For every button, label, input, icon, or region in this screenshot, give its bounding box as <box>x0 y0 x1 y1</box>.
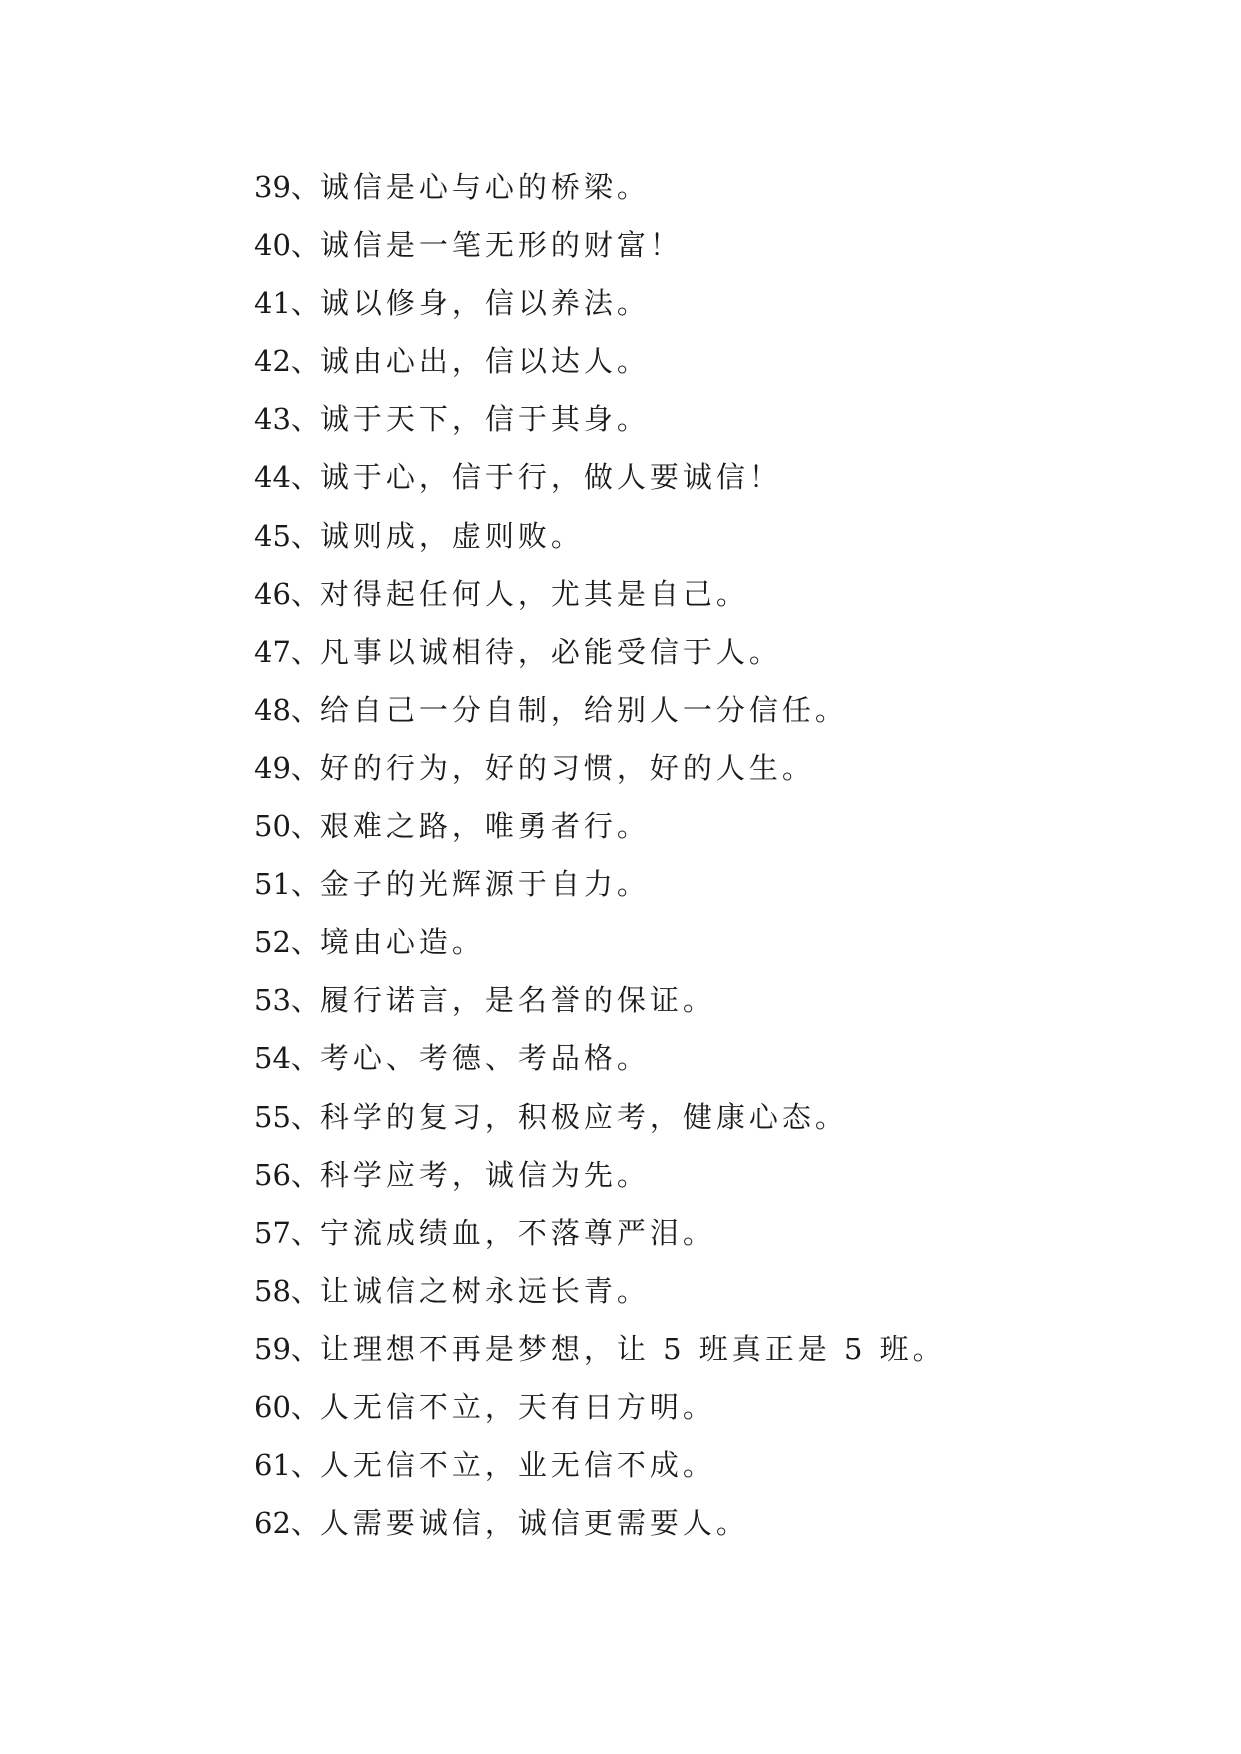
item-text: 诚信是心与心的桥梁。 <box>319 170 650 204</box>
item-number: 40、 <box>254 228 320 263</box>
list-item <box>254 1378 946 1436</box>
list-item <box>254 739 946 797</box>
list-item <box>254 623 946 681</box>
list-item <box>254 855 946 913</box>
item-text: 诚于天下，信于其身。 <box>319 402 650 437</box>
item-text: 科学应考，诚信为先。 <box>319 1157 650 1192</box>
list-item <box>254 1146 946 1204</box>
item-number: 43、 <box>254 402 320 437</box>
list-item <box>254 1204 946 1262</box>
list-item <box>254 565 946 623</box>
item-text: 境由心造。 <box>319 925 485 960</box>
item-number: 57、 <box>254 1215 320 1250</box>
list-item <box>254 216 946 274</box>
item-number: 58、 <box>254 1273 320 1308</box>
item-number: 45、 <box>254 518 320 553</box>
item-text: 履行诺言，是名誉的保证。 <box>319 983 716 1018</box>
list-item <box>254 971 946 1029</box>
list-item <box>254 913 946 971</box>
item-number: 56、 <box>254 1157 320 1192</box>
item-text: 人无信不立，业无信不成。 <box>319 1448 716 1483</box>
item-text: 科学的复习，积极应考，健康心态。 <box>319 1099 848 1134</box>
item-text: 人需要诚信，诚信更需要人。 <box>319 1506 749 1541</box>
item-text: 对得起任何人，尤其是自己。 <box>319 576 749 611</box>
item-text: 宁流成绩血，不落尊严泪。 <box>319 1215 716 1250</box>
item-text: 好的行为，好的习惯，好的人生。 <box>319 750 815 785</box>
list-item <box>254 1494 946 1552</box>
list-item <box>254 681 946 739</box>
item-number: 59、 <box>254 1331 320 1366</box>
item-number: 60、 <box>254 1389 320 1424</box>
item-number: 52、 <box>254 925 320 960</box>
list-item <box>254 390 946 448</box>
item-number: 50、 <box>254 809 320 844</box>
list-item <box>254 1029 946 1087</box>
item-number: 61、 <box>254 1448 320 1483</box>
item-text: 人无信不立，天有日方明。 <box>319 1389 716 1424</box>
list-item <box>254 274 946 332</box>
slogan-list <box>254 158 946 1552</box>
item-text: 让诚信之树永远长青。 <box>319 1273 650 1308</box>
item-text: 诚信是一笔无形的财富！ <box>319 228 683 263</box>
item-number: 54、 <box>254 1041 320 1076</box>
list-item <box>254 1320 946 1378</box>
item-number: 51、 <box>254 867 320 902</box>
item-text: 给自己一分自制，给别人一分信任。 <box>319 692 848 727</box>
item-text: 诚则成，虚则败。 <box>319 518 584 553</box>
item-text: 诚以修身，信以养法。 <box>319 286 650 321</box>
list-item <box>254 448 946 506</box>
item-number: 53、 <box>254 983 320 1018</box>
item-number: 44、 <box>254 460 320 495</box>
item-text: 考心、考德、考品格。 <box>319 1041 650 1076</box>
item-number: 55、 <box>254 1099 320 1134</box>
list-item <box>254 1088 946 1146</box>
list-item <box>254 1436 946 1494</box>
item-text: 凡事以诚相待，必能受信于人。 <box>319 634 782 669</box>
item-number: 41、 <box>254 286 320 321</box>
item-number: 62、 <box>254 1506 320 1541</box>
item-text: 诚于心，信于行，做人要诚信！ <box>319 460 782 495</box>
list-item <box>254 1262 946 1320</box>
item-text: 让理想不再是梦想，让 5 班真正是 5 班。 <box>319 1331 946 1366</box>
item-number: 42、 <box>254 344 320 379</box>
item-number: 47、 <box>254 634 320 669</box>
list-item <box>254 158 946 216</box>
item-text: 诚由心出，信以达人。 <box>319 344 650 379</box>
item-text: 金子的光辉源于自力。 <box>319 867 650 902</box>
item-number: 46、 <box>254 576 320 611</box>
list-item <box>254 507 946 565</box>
item-text: 艰难之路，唯勇者行。 <box>319 809 650 844</box>
list-item <box>254 332 946 390</box>
item-number: 39、 <box>254 170 320 204</box>
list-item <box>254 797 946 855</box>
item-number: 49、 <box>254 750 320 785</box>
item-number: 48、 <box>254 692 320 727</box>
